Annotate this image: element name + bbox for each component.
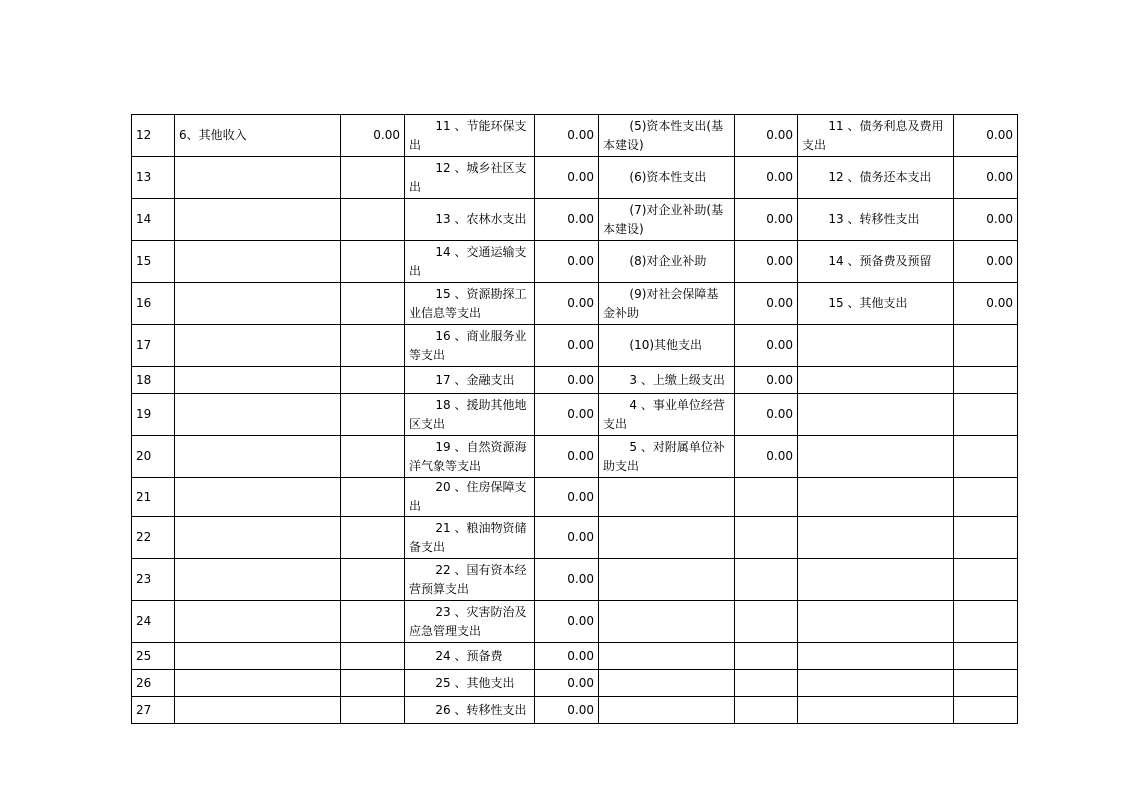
income-amount-cell-text: 0.00: [373, 128, 400, 142]
expense-function-cell-text: 12 、城乡社区支出: [409, 160, 527, 194]
row-number-cell-text: 27: [136, 702, 152, 717]
expense-econ-cell-text: (7)对企业补助(基本建设): [603, 202, 724, 236]
expense-gov-cell: [798, 115, 954, 157]
expense-function-cell-text: 23 、灾害防治及应急管理支出: [409, 604, 527, 638]
expense-econ-amount-cell: [735, 199, 798, 241]
expense-econ-cell: [599, 559, 735, 601]
expense-function-amount-cell: [535, 436, 599, 478]
expense-gov-cell: [798, 601, 954, 643]
expense-econ-cell-text: (10)其他支出: [629, 338, 703, 352]
expense-function-amount-cell-text: 0.00: [567, 675, 594, 690]
income-amount-cell: [341, 157, 405, 199]
table-row: [132, 478, 1018, 517]
row-number-cell: [132, 697, 175, 724]
expense-gov-cell: [798, 643, 954, 670]
expense-function-cell: [405, 478, 535, 517]
expense-function-cell-text: 11 、节能环保支出: [409, 118, 527, 152]
expense-econ-cell-text: 3 、上缴上级支出: [629, 372, 725, 387]
expense-econ-amount-cell-text: 0.00: [766, 212, 793, 226]
expense-econ-amount-cell-text: 0.00: [766, 170, 793, 184]
row-number-cell-text: 19: [136, 407, 152, 421]
expense-function-amount-cell: [535, 325, 599, 367]
income-amount-cell: [341, 478, 405, 517]
expense-econ-amount-cell: [735, 478, 798, 517]
expense-gov-cell-text: 15 、其他支出: [828, 296, 908, 310]
expense-function-cell: [405, 559, 535, 601]
row-number-cell-text: 24: [136, 614, 152, 628]
expense-econ-cell-text: (5)资本性支出(基本建设): [603, 118, 724, 152]
row-number-cell: [132, 670, 175, 697]
expense-function-cell-text: 24 、预备费: [435, 648, 503, 663]
row-number-cell-text: 15: [136, 254, 152, 268]
expense-econ-cell: [599, 199, 735, 241]
expense-function-cell: [405, 283, 535, 325]
expense-function-amount-cell: [535, 601, 599, 643]
expense-gov-cell-text: 12 、债务还本支出: [828, 170, 932, 184]
expense-function-cell-text: 18 、援助其他地区支出: [409, 397, 527, 431]
table-row: [132, 283, 1018, 325]
expense-function-cell-text: 17 、金融支出: [435, 372, 515, 387]
expense-econ-amount-cell: [735, 517, 798, 559]
income-amount-cell: [341, 283, 405, 325]
expense-gov-cell: [798, 157, 954, 199]
expense-gov-cell: [798, 436, 954, 478]
expense-gov-amount-cell: [954, 394, 1018, 436]
expense-function-cell: [405, 601, 535, 643]
expense-gov-cell: [798, 367, 954, 394]
table-row: [132, 367, 1018, 394]
expense-gov-amount-cell-text: 0.00: [986, 254, 1013, 268]
row-number-cell-text: 18: [136, 372, 152, 387]
expense-function-amount-cell-text: 0.00: [567, 702, 594, 717]
income-item-cell: [175, 670, 341, 697]
expense-function-cell-text: 22 、国有资本经营预算支出: [409, 562, 527, 596]
income-item-cell-text: 6、其他收入: [179, 128, 247, 142]
expense-function-amount-cell: [535, 559, 599, 601]
income-item-cell: [175, 394, 341, 436]
table-row: [132, 643, 1018, 670]
row-number-cell-text: 20: [136, 449, 152, 463]
expense-function-amount-cell-text: 0.00: [567, 170, 594, 184]
row-number-cell-text: 16: [136, 296, 152, 310]
table-row: [132, 325, 1018, 367]
expense-econ-amount-cell-text: 0.00: [766, 296, 793, 310]
table-row: [132, 601, 1018, 643]
expense-function-amount-cell-text: 0.00: [567, 449, 594, 463]
income-amount-cell: [341, 325, 405, 367]
expense-function-cell-text: 25 、其他支出: [435, 675, 515, 690]
income-item-cell: [175, 517, 341, 559]
expense-econ-amount-cell: [735, 325, 798, 367]
expense-gov-amount-cell: [954, 283, 1018, 325]
income-amount-cell: [341, 697, 405, 724]
expense-econ-cell-text: 4 、事业单位经营支出: [603, 397, 725, 431]
expense-econ-amount-cell: [735, 643, 798, 670]
expense-function-amount-cell-text: 0.00: [567, 614, 594, 628]
expense-function-amount-cell: [535, 199, 599, 241]
expense-econ-cell: [599, 697, 735, 724]
expense-gov-cell-text: 13 、转移性支出: [828, 212, 920, 226]
expense-function-amount-cell: [535, 157, 599, 199]
expense-gov-cell-text: 11 、债务利息及费用支出: [802, 118, 944, 152]
expense-function-cell: [405, 199, 535, 241]
expense-gov-amount-cell: [954, 241, 1018, 283]
expense-gov-amount-cell: [954, 367, 1018, 394]
expense-function-amount-cell: [535, 115, 599, 157]
expense-econ-amount-cell: [735, 241, 798, 283]
budget-table: [131, 114, 1018, 724]
expense-econ-amount-cell-text: 0.00: [766, 254, 793, 268]
row-number-cell: [132, 115, 175, 157]
expense-gov-amount-cell: [954, 697, 1018, 724]
row-number-cell-text: 22: [136, 530, 152, 544]
table-row: [132, 394, 1018, 436]
expense-econ-cell-text: (9)对社会保障基金补助: [603, 286, 719, 320]
expense-function-amount-cell-text: 0.00: [567, 338, 594, 352]
expense-econ-amount-cell: [735, 115, 798, 157]
expense-function-amount-cell-text: 0.00: [567, 648, 594, 663]
expense-function-cell-text: 14 、交通运输支出: [409, 244, 527, 278]
expense-function-cell: [405, 697, 535, 724]
expense-function-cell: [405, 517, 535, 559]
income-item-cell: [175, 478, 341, 517]
expense-gov-amount-cell-text: 0.00: [986, 170, 1013, 184]
expense-function-amount-cell-text: 0.00: [567, 128, 594, 142]
income-item-cell: [175, 436, 341, 478]
expense-econ-cell-text: 5 、对附属单位补助支出: [603, 439, 725, 473]
expense-function-amount-cell: [535, 283, 599, 325]
row-number-cell-text: 26: [136, 675, 152, 690]
income-amount-cell: [341, 643, 405, 670]
expense-function-cell-text: 26 、转移性支出: [435, 702, 527, 717]
table-row: [132, 436, 1018, 478]
row-number-cell: [132, 157, 175, 199]
income-item-cell: [175, 601, 341, 643]
expense-function-amount-cell: [535, 643, 599, 670]
row-number-cell: [132, 643, 175, 670]
income-item-cell: [175, 115, 341, 157]
income-item-cell: [175, 199, 341, 241]
expense-function-cell: [405, 643, 535, 670]
expense-function-amount-cell: [535, 670, 599, 697]
row-number-cell: [132, 283, 175, 325]
expense-econ-cell: [599, 394, 735, 436]
expense-gov-cell: [798, 478, 954, 517]
row-number-cell-text: 21: [136, 489, 152, 504]
row-number-cell-text: 14: [136, 212, 152, 226]
row-number-cell: [132, 436, 175, 478]
table-row: [132, 517, 1018, 559]
expense-econ-amount-cell: [735, 697, 798, 724]
expense-gov-cell: [798, 394, 954, 436]
expense-gov-amount-cell: [954, 436, 1018, 478]
expense-function-amount-cell: [535, 478, 599, 517]
income-item-cell: [175, 697, 341, 724]
income-item-cell: [175, 283, 341, 325]
income-amount-cell: [341, 601, 405, 643]
income-amount-cell: [341, 115, 405, 157]
expense-function-amount-cell: [535, 367, 599, 394]
expense-gov-cell: [798, 697, 954, 724]
expense-gov-cell: [798, 517, 954, 559]
expense-gov-amount-cell: [954, 115, 1018, 157]
income-amount-cell: [341, 394, 405, 436]
expense-function-cell-text: 16 、商业服务业等支出: [409, 328, 527, 362]
row-number-cell-text: 12: [136, 128, 152, 142]
table-row: [132, 157, 1018, 199]
expense-econ-amount-cell: [735, 670, 798, 697]
expense-econ-cell: [599, 115, 735, 157]
expense-function-cell-text: 15 、资源勘探工业信息等支出: [409, 286, 527, 320]
expense-gov-cell: [798, 283, 954, 325]
expense-gov-cell: [798, 325, 954, 367]
table-row: [132, 670, 1018, 697]
expense-econ-amount-cell: [735, 559, 798, 601]
table-row: [132, 115, 1018, 157]
row-number-cell: [132, 367, 175, 394]
row-number-cell: [132, 199, 175, 241]
income-amount-cell: [341, 199, 405, 241]
expense-function-cell-text: 21 、粮油物资储备支出: [409, 520, 527, 554]
expense-econ-cell: [599, 643, 735, 670]
expense-econ-cell: [599, 478, 735, 517]
expense-econ-amount-cell-text: 0.00: [766, 407, 793, 421]
expense-function-amount-cell: [535, 241, 599, 283]
expense-function-cell: [405, 325, 535, 367]
expense-function-amount-cell-text: 0.00: [567, 296, 594, 310]
expense-econ-amount-cell: [735, 367, 798, 394]
expense-function-cell: [405, 157, 535, 199]
row-number-cell: [132, 325, 175, 367]
expense-gov-cell: [798, 199, 954, 241]
expense-econ-amount-cell-text: 0.00: [766, 449, 793, 463]
income-amount-cell: [341, 559, 405, 601]
expense-function-amount-cell: [535, 517, 599, 559]
expense-function-amount-cell: [535, 697, 599, 724]
expense-gov-amount-cell-text: 0.00: [986, 212, 1013, 226]
expense-econ-cell: [599, 325, 735, 367]
income-item-cell: [175, 325, 341, 367]
expense-function-amount-cell-text: 0.00: [567, 530, 594, 544]
row-number-cell-text: 25: [136, 648, 152, 663]
income-amount-cell: [341, 367, 405, 394]
income-amount-cell: [341, 517, 405, 559]
expense-econ-cell: [599, 517, 735, 559]
expense-gov-amount-cell: [954, 559, 1018, 601]
expense-econ-amount-cell-text: 0.00: [766, 338, 793, 352]
expense-econ-amount-cell: [735, 436, 798, 478]
expense-function-amount-cell-text: 0.00: [567, 407, 594, 421]
expense-function-cell-text: 13 、农林水支出: [435, 212, 527, 226]
expense-gov-amount-cell: [954, 643, 1018, 670]
expense-gov-amount-cell-text: 0.00: [986, 296, 1013, 310]
expense-econ-cell: [599, 670, 735, 697]
expense-function-amount-cell-text: 0.00: [567, 212, 594, 226]
row-number-cell-text: 13: [136, 170, 152, 184]
row-number-cell: [132, 394, 175, 436]
expense-function-cell: [405, 436, 535, 478]
expense-function-cell: [405, 367, 535, 394]
row-number-cell: [132, 241, 175, 283]
expense-gov-amount-cell: [954, 601, 1018, 643]
expense-gov-amount-cell: [954, 199, 1018, 241]
expense-function-cell: [405, 115, 535, 157]
income-amount-cell: [341, 241, 405, 283]
expense-gov-cell: [798, 241, 954, 283]
expense-function-amount-cell-text: 0.00: [567, 254, 594, 268]
row-number-cell: [132, 478, 175, 517]
expense-econ-cell: [599, 157, 735, 199]
income-item-cell: [175, 367, 341, 394]
expense-econ-amount-cell: [735, 283, 798, 325]
expense-econ-cell: [599, 436, 735, 478]
expense-econ-cell-text: (6)资本性支出: [629, 170, 707, 184]
expense-function-cell: [405, 394, 535, 436]
expense-econ-cell: [599, 601, 735, 643]
expense-function-amount-cell: [535, 394, 599, 436]
expense-econ-cell: [599, 283, 735, 325]
expense-econ-amount-cell: [735, 601, 798, 643]
expense-function-cell-text: 19 、自然资源海洋气象等支出: [409, 439, 527, 473]
expense-function-amount-cell-text: 0.00: [567, 572, 594, 586]
row-number-cell: [132, 517, 175, 559]
expense-gov-amount-cell: [954, 157, 1018, 199]
expense-gov-amount-cell: [954, 478, 1018, 517]
row-number-cell-text: 17: [136, 338, 152, 352]
expense-function-cell: [405, 241, 535, 283]
expense-econ-amount-cell-text: 0.00: [766, 128, 793, 142]
expense-function-cell-text: 20 、住房保障支出: [409, 480, 527, 513]
expense-gov-cell: [798, 559, 954, 601]
expense-econ-amount-cell: [735, 157, 798, 199]
income-amount-cell: [341, 436, 405, 478]
income-item-cell: [175, 241, 341, 283]
expense-function-amount-cell-text: 0.00: [567, 489, 594, 504]
expense-econ-amount-cell-text: 0.00: [766, 372, 793, 387]
table-body: [132, 115, 1018, 724]
expense-econ-amount-cell: [735, 394, 798, 436]
income-item-cell: [175, 157, 341, 199]
table-row: [132, 559, 1018, 601]
expense-econ-cell: [599, 241, 735, 283]
expense-gov-cell-text: 14 、预备费及预留: [828, 254, 932, 268]
expense-function-amount-cell-text: 0.00: [567, 372, 594, 387]
expense-gov-cell: [798, 670, 954, 697]
income-item-cell: [175, 643, 341, 670]
expense-econ-cell-text: (8)对企业补助: [629, 254, 707, 268]
table-row: [132, 199, 1018, 241]
expense-gov-amount-cell-text: 0.00: [986, 128, 1013, 142]
table-row: [132, 241, 1018, 283]
row-number-cell: [132, 601, 175, 643]
expense-gov-amount-cell: [954, 670, 1018, 697]
income-amount-cell: [341, 670, 405, 697]
expense-function-cell: [405, 670, 535, 697]
expense-gov-amount-cell: [954, 325, 1018, 367]
row-number-cell-text: 23: [136, 572, 152, 586]
income-item-cell: [175, 559, 341, 601]
row-number-cell: [132, 559, 175, 601]
expense-econ-cell: [599, 367, 735, 394]
expense-gov-amount-cell: [954, 517, 1018, 559]
table-row: [132, 697, 1018, 724]
